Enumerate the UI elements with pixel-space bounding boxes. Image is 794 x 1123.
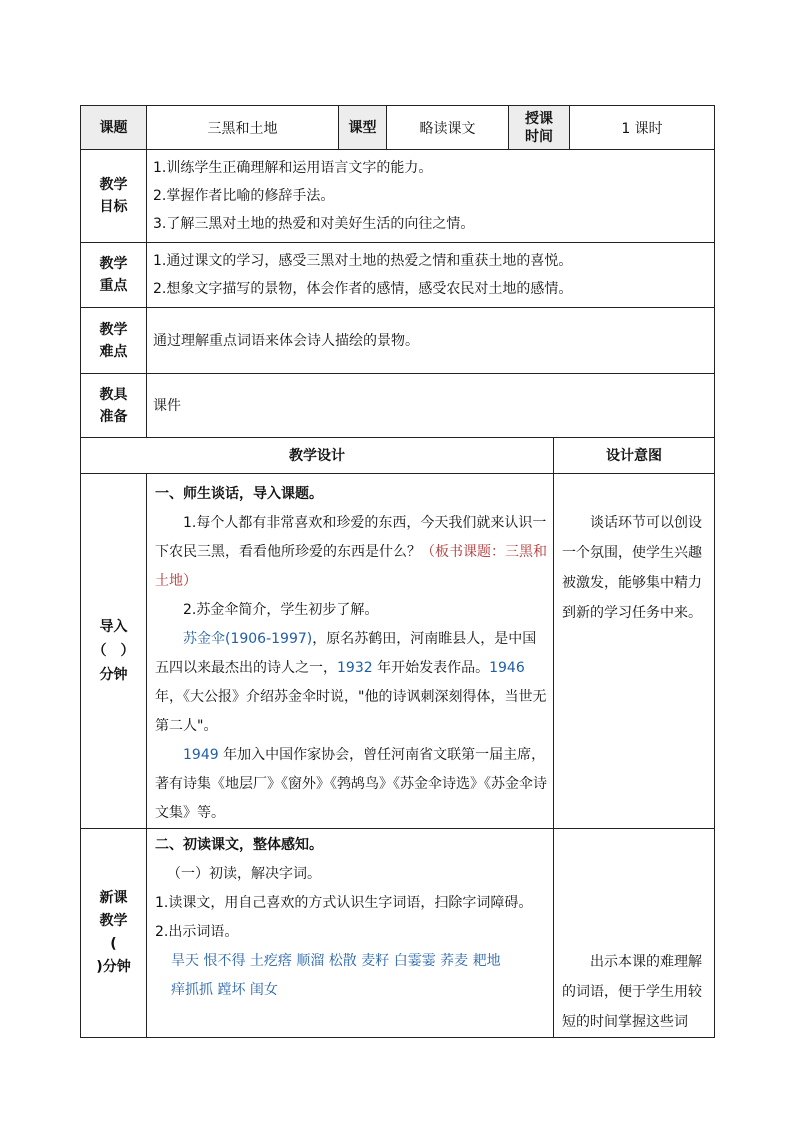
intro-label-line2: （ ） bbox=[92, 643, 135, 659]
year-1949: 1949 bbox=[183, 747, 219, 763]
goals-label bbox=[81, 150, 147, 243]
newlesson-purpose-text: 出示本课的难理解的词语，便于学生用较短的时间掌握这些词 bbox=[562, 954, 702, 1030]
lesson-plan-table bbox=[80, 105, 715, 1038]
goals-list bbox=[147, 150, 715, 243]
tools-label bbox=[81, 374, 147, 438]
intro-p4-text: 年加入中国作家协会，曾任河南省文联第一届主席，著有诗集《地层厂》《窗外》《鹁鸪鸟》《苏金伞诗选》《苏金伞诗文集》等。 bbox=[155, 747, 547, 821]
newlesson-paragraph-2: 2.出示词语。 bbox=[155, 924, 239, 940]
type-label: 课型 bbox=[339, 106, 387, 150]
vocab-words-line1: 旱天 恨不得 土疙瘩 顺溜 松散 麦籽 白霎霎 荞麦 耙地 bbox=[171, 953, 501, 969]
time-label bbox=[509, 106, 570, 150]
intro-purpose-text: 谈话环节可以创设一个氛围，使学生兴趣被激发，能够集中精力到新的学习任务中来。 bbox=[562, 515, 702, 621]
design-header-row bbox=[81, 438, 715, 474]
time-label-line1: 授课 bbox=[525, 110, 553, 127]
newlesson-design bbox=[147, 829, 554, 1038]
goals-row bbox=[81, 150, 715, 243]
intro-paragraph-1 bbox=[155, 509, 547, 596]
goals-label-line1: 教学 bbox=[99, 177, 128, 193]
goal-item: 1.训练学生正确理解和运用语言文字的能力。 bbox=[153, 160, 433, 176]
intro-paragraph-4 bbox=[155, 741, 547, 828]
keypoints-row bbox=[81, 243, 715, 308]
newlesson-row bbox=[81, 829, 715, 1038]
intro-label bbox=[81, 474, 147, 829]
newlesson-paragraph-1: 1.读课文，用自己喜欢的方式认识生字词语，扫除字词障碍。 bbox=[155, 895, 533, 911]
newlesson-label-line4: )分钟 bbox=[96, 959, 131, 975]
blackboard-note: （板书课题：三黑和土地） bbox=[155, 544, 547, 589]
design-header: 教学设计 bbox=[81, 438, 554, 474]
author-years: 苏金伞(1906-1997) bbox=[183, 631, 313, 647]
newlesson-subheading: （一）初读，解决字词。 bbox=[167, 866, 321, 882]
keypoints-label-line1: 教学 bbox=[99, 256, 128, 272]
topic-value: 三黑和土地 bbox=[147, 106, 339, 150]
goal-item: 3.了解三黑对土地的热爱和对美好生活的向往之情。 bbox=[153, 216, 475, 232]
difficulties-row bbox=[81, 308, 715, 374]
newlesson-purpose bbox=[554, 829, 715, 1038]
time-value: 1 课时 bbox=[570, 106, 715, 150]
intro-heading: 一、师生谈话，导入课题。 bbox=[155, 486, 323, 502]
keypoint-item: 1.通过课文的学习，感受三黑对土地的热爱之情和重获土地的喜悦。 bbox=[153, 253, 573, 269]
vocab-words-line2: 痒抓抓 蹚坏 闺女 bbox=[171, 982, 278, 998]
tools-text: 课件 bbox=[147, 374, 715, 438]
type-value: 略读课文 bbox=[387, 106, 509, 150]
newlesson-label-line2: 教学 bbox=[99, 913, 128, 929]
tools-label-line1: 教具 bbox=[99, 386, 128, 403]
intro-label-line3: 分钟 bbox=[99, 667, 128, 683]
tools-label-line2: 准备 bbox=[99, 408, 128, 425]
purpose-header: 设计意图 bbox=[554, 438, 715, 474]
tools-row bbox=[81, 374, 715, 438]
intro-design bbox=[147, 474, 554, 829]
intro-purpose bbox=[554, 474, 715, 829]
goal-item: 2.掌握作者比喻的修辞手法。 bbox=[153, 188, 335, 204]
intro-paragraph-2: 2.苏金伞简介，学生初步了解。 bbox=[183, 602, 379, 618]
header-row bbox=[81, 106, 715, 150]
intro-paragraph-3 bbox=[155, 625, 547, 741]
keypoints-label bbox=[81, 243, 147, 308]
intro-p1-text: 1.每个人都有非常喜欢和珍爱的东西，今天我们就来认识一下农民三黑，看看他所珍爱的东西是什么？ bbox=[155, 515, 547, 560]
intro-p3-text-2: 年开始发表作品。 bbox=[372, 660, 490, 676]
difficulties-label bbox=[81, 308, 147, 374]
newlesson-label bbox=[81, 829, 147, 1038]
intro-label-line1: 导入 bbox=[99, 619, 128, 635]
keypoint-item: 2.想象文字描写的景物，体会作者的感情，感受农民对土地的感情。 bbox=[153, 281, 573, 297]
topic-label: 课题 bbox=[81, 106, 147, 150]
difficulties-label-line1: 教学 bbox=[99, 321, 128, 338]
goals-label-line2: 目标 bbox=[99, 199, 128, 215]
newlesson-label-line3: ( bbox=[110, 936, 117, 952]
difficulties-text: 通过理解重点词语来体会诗人描绘的景物。 bbox=[147, 308, 715, 374]
keypoints-label-line2: 重点 bbox=[99, 278, 128, 294]
keypoints-list bbox=[147, 243, 715, 308]
newlesson-label-line1: 新课 bbox=[99, 890, 128, 906]
year-1946: 1946 bbox=[489, 660, 525, 676]
newlesson-heading: 二、初读课文，整体感知。 bbox=[155, 837, 323, 853]
difficulties-label-line2: 难点 bbox=[99, 343, 128, 360]
intro-p3-text-1: ，原名苏鹤田，河南睢县人，是中国五四以来最杰出的诗人之一， bbox=[155, 631, 537, 676]
intro-p3-text-3: 年，《大公报》介绍苏金伞时说，"他的诗讽刺深刻得体，当世无第二人"。 bbox=[155, 689, 547, 734]
time-label-line2: 时间 bbox=[525, 128, 553, 145]
year-1932: 1932 bbox=[337, 660, 373, 676]
intro-row bbox=[81, 474, 715, 829]
